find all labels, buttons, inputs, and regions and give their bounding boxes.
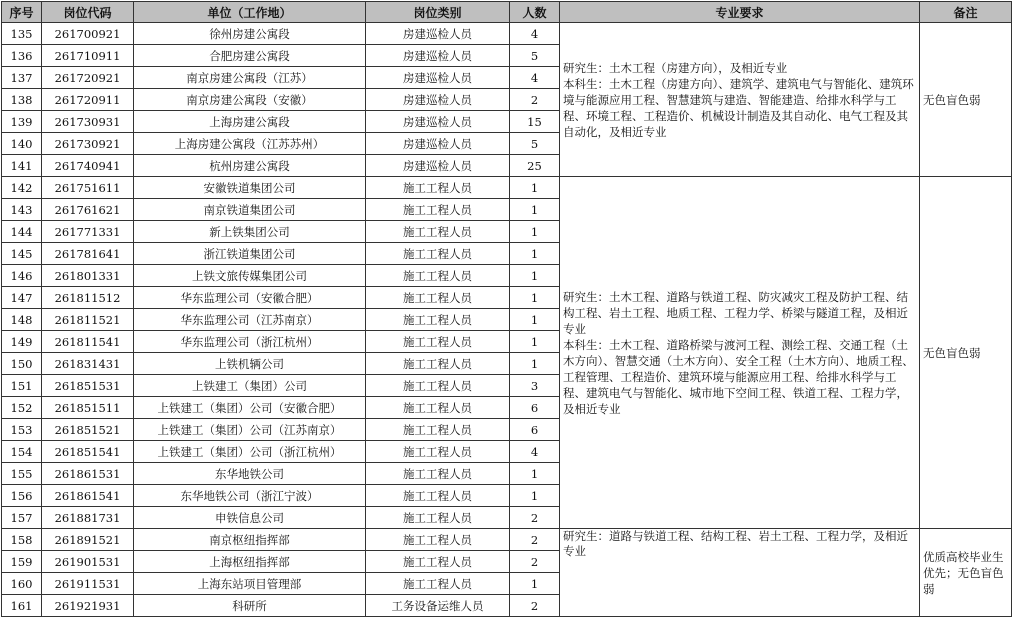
position-type: 房建巡检人员 [366,67,510,89]
unit-name: 南京枢纽指挥部 [134,529,366,551]
unit-name: 上铁建工（集团）公司 [134,375,366,397]
position-code: 261851541 [42,441,134,463]
headcount: 1 [510,221,560,243]
position-code: 261811521 [42,309,134,331]
unit-name: 上铁建工（集团）公司（江苏南京） [134,419,366,441]
position-code: 261730921 [42,133,134,155]
headcount: 2 [510,507,560,529]
position-code: 261881731 [42,507,134,529]
position-type: 施工工程人员 [366,243,510,265]
row-number: 158 [2,529,42,551]
headcount: 5 [510,45,560,67]
position-code: 261851531 [42,375,134,397]
header-no: 序号 [2,2,42,23]
header-requirements: 专业要求 [560,2,920,23]
row-number: 153 [2,419,42,441]
position-code: 261710911 [42,45,134,67]
row-number: 161 [2,595,42,617]
position-code: 261751611 [42,177,134,199]
position-type: 施工工程人员 [366,265,510,287]
unit-name: 申铁信息公司 [134,507,366,529]
position-code: 261740941 [42,155,134,177]
headcount: 2 [510,529,560,551]
notes-cell: 无色盲色弱 [920,23,1012,177]
table-row [2,177,1012,199]
row-number: 136 [2,45,42,67]
headcount: 1 [510,309,560,331]
row-number: 141 [2,155,42,177]
unit-name: 华东监理公司（江苏南京） [134,309,366,331]
unit-name: 上铁建工（集团）公司（浙江杭州） [134,441,366,463]
position-type: 施工工程人员 [366,397,510,419]
position-code: 261891521 [42,529,134,551]
row-number: 160 [2,573,42,595]
header-unit: 单位（工作地） [134,2,366,23]
position-type: 房建巡检人员 [366,45,510,67]
unit-name: 上海房建公寓段 [134,111,366,133]
headcount: 2 [510,89,560,111]
headcount: 1 [510,485,560,507]
headcount: 25 [510,155,560,177]
unit-name: 杭州房建公寓段 [134,155,366,177]
position-type: 施工工程人员 [366,353,510,375]
position-type: 施工工程人员 [366,419,510,441]
position-code: 261781641 [42,243,134,265]
position-code: 261851521 [42,419,134,441]
unit-name: 南京房建公寓段（江苏） [134,67,366,89]
unit-name: 上海枢纽指挥部 [134,551,366,573]
unit-name: 合肥房建公寓段 [134,45,366,67]
position-type: 施工工程人员 [366,551,510,573]
position-code: 261901531 [42,551,134,573]
row-number: 150 [2,353,42,375]
position-type: 施工工程人员 [366,309,510,331]
header-code: 岗位代码 [42,2,134,23]
headcount: 4 [510,23,560,45]
position-type: 施工工程人员 [366,463,510,485]
row-number: 156 [2,485,42,507]
row-number: 145 [2,243,42,265]
headcount: 3 [510,375,560,397]
unit-name: 华东监理公司（浙江杭州） [134,331,366,353]
row-number: 139 [2,111,42,133]
unit-name: 安徽铁道集团公司 [134,177,366,199]
position-type: 房建巡检人员 [366,155,510,177]
position-code: 261720921 [42,67,134,89]
headcount: 1 [510,573,560,595]
row-number: 151 [2,375,42,397]
notes-cell: 无色盲色弱 [920,177,1012,529]
unit-name: 徐州房建公寓段 [134,23,366,45]
headcount: 1 [510,177,560,199]
unit-name: 上铁机辆公司 [134,353,366,375]
position-type: 施工工程人员 [366,177,510,199]
position-type: 房建巡检人员 [366,89,510,111]
unit-name: 南京铁道集团公司 [134,199,366,221]
headcount: 6 [510,419,560,441]
unit-name: 东华地铁公司 [134,463,366,485]
position-code: 261761621 [42,199,134,221]
row-number: 152 [2,397,42,419]
position-type: 施工工程人员 [366,331,510,353]
unit-name: 华东监理公司（安徽合肥） [134,287,366,309]
position-code: 261861531 [42,463,134,485]
row-number: 142 [2,177,42,199]
table-row [2,23,1012,45]
position-code: 261700921 [42,23,134,45]
table-row [2,529,1012,551]
position-type: 施工工程人员 [366,529,510,551]
headcount: 6 [510,397,560,419]
position-code: 261811512 [42,287,134,309]
notes-cell: 优质高校毕业生优先；无色盲色弱 [920,529,1012,617]
row-number: 159 [2,551,42,573]
position-code: 261811541 [42,331,134,353]
unit-name: 南京房建公寓段（安徽） [134,89,366,111]
row-number: 147 [2,287,42,309]
unit-name: 科研所 [134,595,366,617]
position-code: 261921931 [42,595,134,617]
headcount: 1 [510,331,560,353]
position-code: 261851511 [42,397,134,419]
headcount: 15 [510,111,560,133]
position-code: 261861541 [42,485,134,507]
headcount: 1 [510,287,560,309]
headcount: 2 [510,551,560,573]
headcount: 4 [510,67,560,89]
position-type: 施工工程人员 [366,221,510,243]
headcount: 1 [510,265,560,287]
row-number: 155 [2,463,42,485]
headcount: 4 [510,441,560,463]
unit-name: 浙江铁道集团公司 [134,243,366,265]
position-type: 房建巡检人员 [366,111,510,133]
row-number: 157 [2,507,42,529]
position-code: 261730931 [42,111,134,133]
position-type: 施工工程人员 [366,485,510,507]
headcount: 1 [510,199,560,221]
header-count: 人数 [510,2,560,23]
header-type: 岗位类别 [366,2,510,23]
requirements-cell: 研究生：土木工程（房建方向），及相近专业 本科生：土木工程（房建方向）、建筑学、建筑电气与智能化、建筑环境与能源应用工程、智慧建筑与建造、智能建造、给排水科学与工程、环境工程、工程造价、机械设计制造及其自动化、电气工程及其自动化，及相近专业 [560,23,920,177]
headcount: 2 [510,595,560,617]
row-number: 138 [2,89,42,111]
headcount: 1 [510,243,560,265]
row-number: 148 [2,309,42,331]
position-type: 房建巡检人员 [366,23,510,45]
position-code: 261801331 [42,265,134,287]
unit-name: 上海房建公寓段（江苏苏州） [134,133,366,155]
position-code: 261911531 [42,573,134,595]
header-notes: 备注 [920,2,1012,23]
headcount: 1 [510,353,560,375]
row-number: 143 [2,199,42,221]
position-type: 房建巡检人员 [366,133,510,155]
unit-name: 上铁文旅传媒集团公司 [134,265,366,287]
position-type: 施工工程人员 [366,507,510,529]
position-type: 施工工程人员 [366,375,510,397]
headcount: 5 [510,133,560,155]
row-number: 140 [2,133,42,155]
unit-name: 新上铁集团公司 [134,221,366,243]
position-code: 261771331 [42,221,134,243]
position-type: 工务设备运维人员 [366,595,510,617]
table-body [2,23,1012,617]
headcount: 1 [510,463,560,485]
row-number: 137 [2,67,42,89]
unit-name: 上铁建工（集团）公司（安徽合肥） [134,397,366,419]
row-number: 135 [2,23,42,45]
row-number: 144 [2,221,42,243]
position-type: 施工工程人员 [366,199,510,221]
header-row [2,2,1012,23]
row-number: 146 [2,265,42,287]
unit-name: 上海东站项目管理部 [134,573,366,595]
row-number: 149 [2,331,42,353]
recruitment-table [1,1,1012,617]
row-number: 154 [2,441,42,463]
unit-name: 东华地铁公司（浙江宁波） [134,485,366,507]
position-code: 261831431 [42,353,134,375]
requirements-cell: 研究生：土木工程、道路与铁道工程、防灾减灾工程及防护工程、结构工程、岩土工程、地质工程、工程力学、桥梁与隧道工程，及相近专业 本科生：土木工程、道路桥梁与渡河工程、测绘工程、交通工程（土木方向）、智慧交通（土木方向）、安全工程（土木方向）、地质工程、工程管理、工程造价、建筑环境与能源应用工程、给排水科学与工程、建筑电气与智能化、城市地下空间工程、铁道工程、工程力学，及相近专业 [560,177,920,529]
position-code: 261720911 [42,89,134,111]
position-type: 施工工程人员 [366,287,510,309]
position-type: 施工工程人员 [366,573,510,595]
requirements-cell: 研究生：道路与铁道工程、结构工程、岩土工程、工程力学，及相近专业 [560,529,920,617]
position-type: 施工工程人员 [366,441,510,463]
